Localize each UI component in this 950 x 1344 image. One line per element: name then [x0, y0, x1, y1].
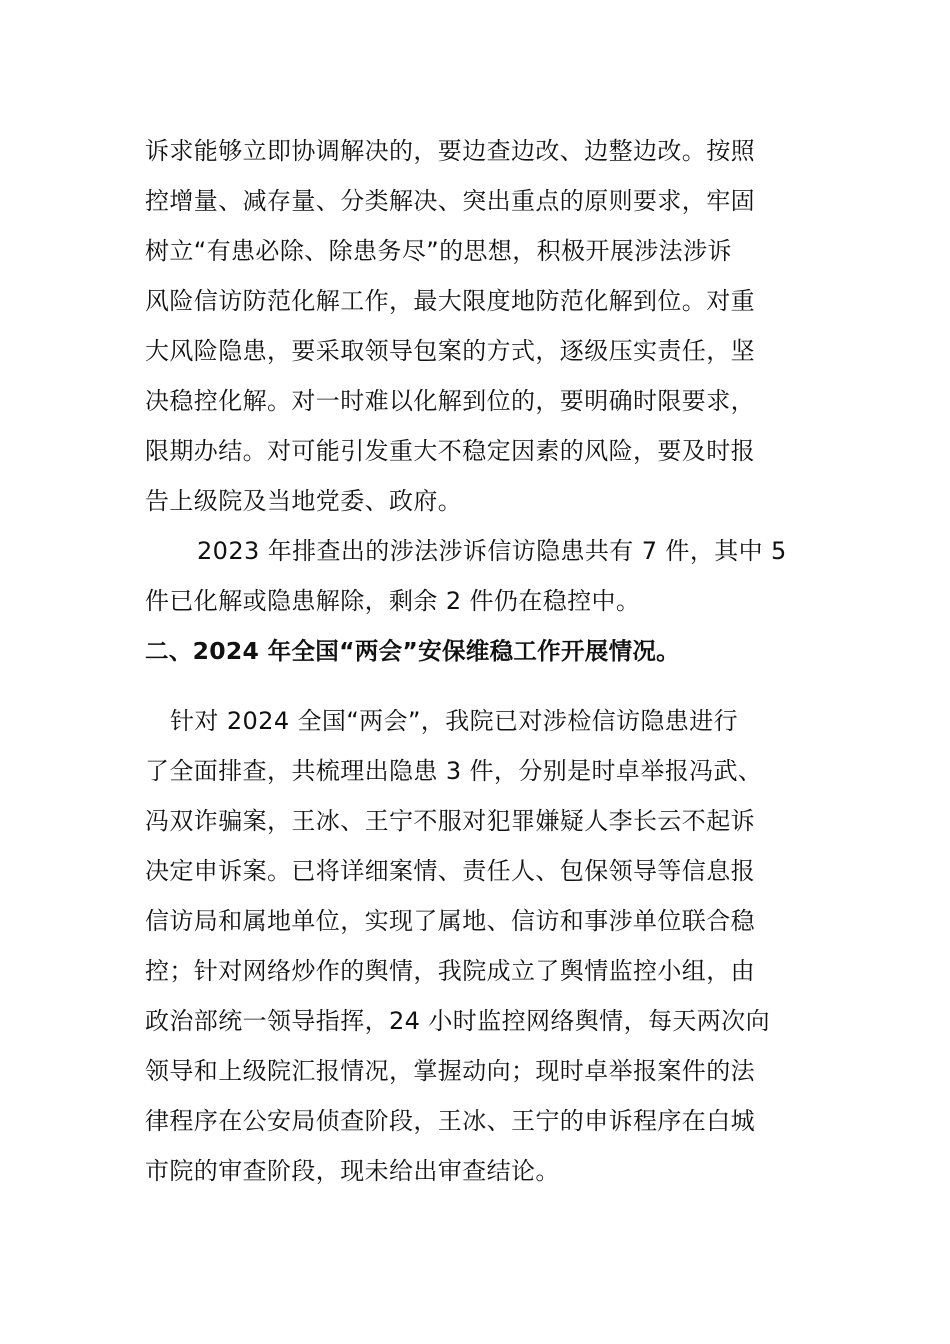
paragraph1-line: 风险信访防范化解工作，最大限度地防范化解到位。对重: [145, 287, 755, 315]
paragraph3-line: 针对 2024 全国“两会”，我院已对涉检信访隐患进行: [170, 707, 739, 735]
paragraph2-line: 件已化解或隐患解除，剩余 2 件仍在稳控中。: [145, 587, 641, 615]
paragraph3-line: 政治部统一领导指挥，24 小时监控网络舆情，每天两次向: [145, 1007, 770, 1035]
paragraph3-line: 市院的审查阶段，现未给出审查结论。: [145, 1157, 560, 1185]
paragraph3-line: 控；针对网络炒作的舆情，我院成立了舆情监控小组，由: [145, 957, 755, 985]
paragraph1-line: 告上级院及当地党委、政府。: [145, 487, 463, 515]
paragraph3-line: 冯双诈骗案，王冰、王宁不服对犯罪嫌疑人李长云不起诉: [145, 807, 755, 835]
paragraph1-line: 限期办结。对可能引发重大不稳定因素的风险，要及时报: [145, 437, 755, 465]
paragraph1-line: 树立“有患必除、除患务尽”的思想，积极开展涉法涉诉: [145, 237, 732, 265]
paragraph3-line: 领导和上级院汇报情况，掌握动向；现时卓举报案件的法: [145, 1057, 755, 1085]
paragraph3-line: 决定申诉案。已将详细案情、责任人、包保领导等信息报: [145, 857, 755, 885]
paragraph1-line: 控增量、减存量、分类解决、突出重点的原则要求，牢固: [145, 187, 755, 215]
paragraph3-line: 信访局和属地单位，实现了属地、信访和事涉单位联合稳: [145, 907, 755, 935]
paragraph3-line: 了全面排查，共梳理出隐患 3 件，分别是时卓举报冯武、: [145, 757, 763, 785]
paragraph1-line: 决稳控化解。对一时难以化解到位的，要明确时限要求，: [145, 387, 755, 415]
paragraph2-line: 2023 年排查出的涉法涉诉信访隐患共有 7 件，其中 5: [197, 537, 787, 565]
section-heading: 二、2024 年全国“两会”安保维稳工作开展情况。: [145, 637, 680, 665]
paragraph1-line: 大风险隐患，要采取领导包案的方式，逐级压实责任，坚: [145, 337, 755, 365]
paragraph3-line: 律程序在公安局侦查阶段，王冰、王宁的申诉程序在白城: [145, 1107, 755, 1135]
paragraph1-line: 诉求能够立即协调解决的，要边查边改、边整边改。按照: [145, 137, 755, 165]
